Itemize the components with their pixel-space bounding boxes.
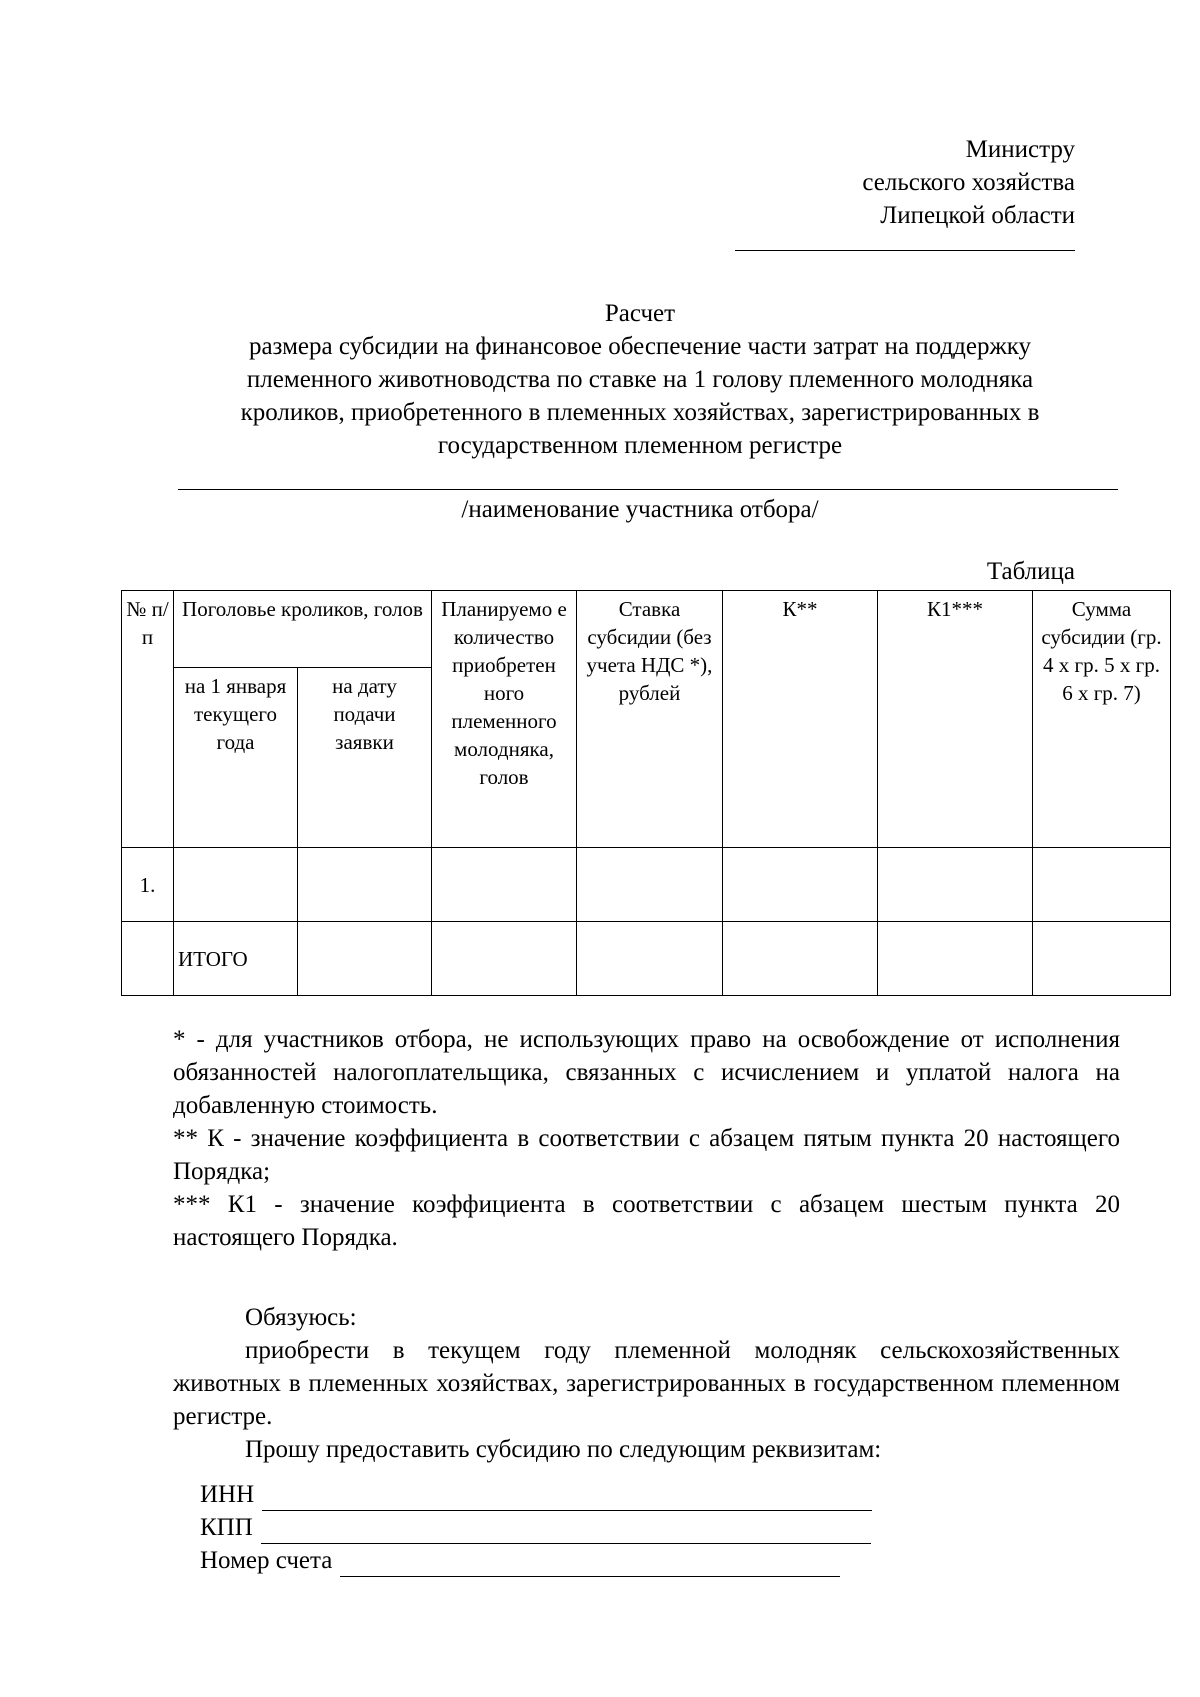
addressee-line-3: Липецкой области [880,202,1075,229]
table-cell[interactable] [1033,922,1171,996]
requisite-inn [200,1478,872,1511]
header-sum: Сумма субсидии (гр. 4 х гр. 5 х гр. 6 х гр. 7) [1033,591,1171,848]
table-cell[interactable] [723,848,878,922]
header-k: К** [723,591,878,848]
header-planned: Планируемо е количество приобретен ного племенного молодняка, голов [432,591,577,848]
footnote-k1: *** К1 - значение коэффициента в соответствии с абзацем шестым пункта 20 настоящего Порядка. [173,1191,1120,1251]
header-k1: К1*** [878,591,1033,848]
table-row [122,848,1171,922]
table-cell[interactable] [432,848,577,922]
inn-field[interactable] [262,1486,872,1511]
table-row-total [122,922,1171,996]
kpp-label: КПП [200,1514,253,1541]
account-label: Номер счета [200,1547,333,1574]
title-line-4: государственном племенном регистре [437,432,843,459]
obligation-heading: Обязуюсь: [245,1304,357,1331]
total-label: ИТОГО [174,922,298,996]
addressee-signature-line [735,232,1075,251]
title-line-2: племенного животноводства по ставке на 1 голову племенного молодняка [246,366,1034,393]
row1-num: 1. [122,848,174,922]
header-rate: Ставка субсидии (без учета НДС *), рублей [577,591,723,848]
header-apply-date: на дату подачи заявки [298,668,432,848]
account-field[interactable] [340,1552,840,1577]
footnote-vat: * - для участников отбора, не использующих право на освобождение от исполнения обязанностей налогоплательщика, связанных с исчислением и уплатой налога на добавленную стоимость. [173,1026,1120,1119]
obligation-text: приобрести в текущем году племенной молодняк сельскохозяйственных животных в племенных хозяйствах, зарегистрированных в государственном племенном регистре. [173,1337,1120,1430]
addressee-line-1: Министру [965,136,1075,163]
kpp-field[interactable] [261,1519,871,1544]
addressee-block [735,133,1075,251]
table-cell[interactable] [298,848,432,922]
requisites-block [200,1478,872,1577]
table-label: Таблица [986,558,1075,585]
table-cell[interactable] [432,922,577,996]
table-cell [122,922,174,996]
requisite-kpp [200,1511,872,1544]
table-cell[interactable] [723,922,878,996]
request-text: Прошу предоставить субсидию по следующим реквизитам: [245,1436,882,1463]
subsidy-table [121,590,1171,996]
document-title [160,297,1120,462]
obligation-block [173,1301,1120,1466]
header-livestock: Поголовье кроликов, голов [174,591,432,668]
addressee-line-2: сельского хозяйства [862,169,1075,196]
title-line-1: размера субсидии на финансовое обеспечение части затрат на поддержку [248,333,1032,360]
footnotes [173,1023,1120,1254]
participant-name-line [178,489,1118,490]
header-jan1: на 1 января текущего года [174,668,298,848]
table-cell[interactable] [878,848,1033,922]
table-cell[interactable] [298,922,432,996]
requisite-account [200,1544,872,1577]
participant-caption: /наименование участника отбора/ [461,496,819,523]
title-heading: Расчет [604,300,676,327]
header-num: № п/п [122,591,174,848]
title-line-3: кроликов, приобретенного в племенных хозяйствах, зарегистрированных в [240,399,1040,426]
table-cell[interactable] [174,848,298,922]
table-cell[interactable] [878,922,1033,996]
table-cell[interactable] [577,922,723,996]
table-cell[interactable] [1033,848,1171,922]
footnote-k: ** К - значение коэффициента в соответствии с абзацем пятым пункта 20 настоящего Порядка; [173,1125,1120,1185]
inn-label: ИНН [200,1481,255,1508]
table-cell[interactable] [577,848,723,922]
